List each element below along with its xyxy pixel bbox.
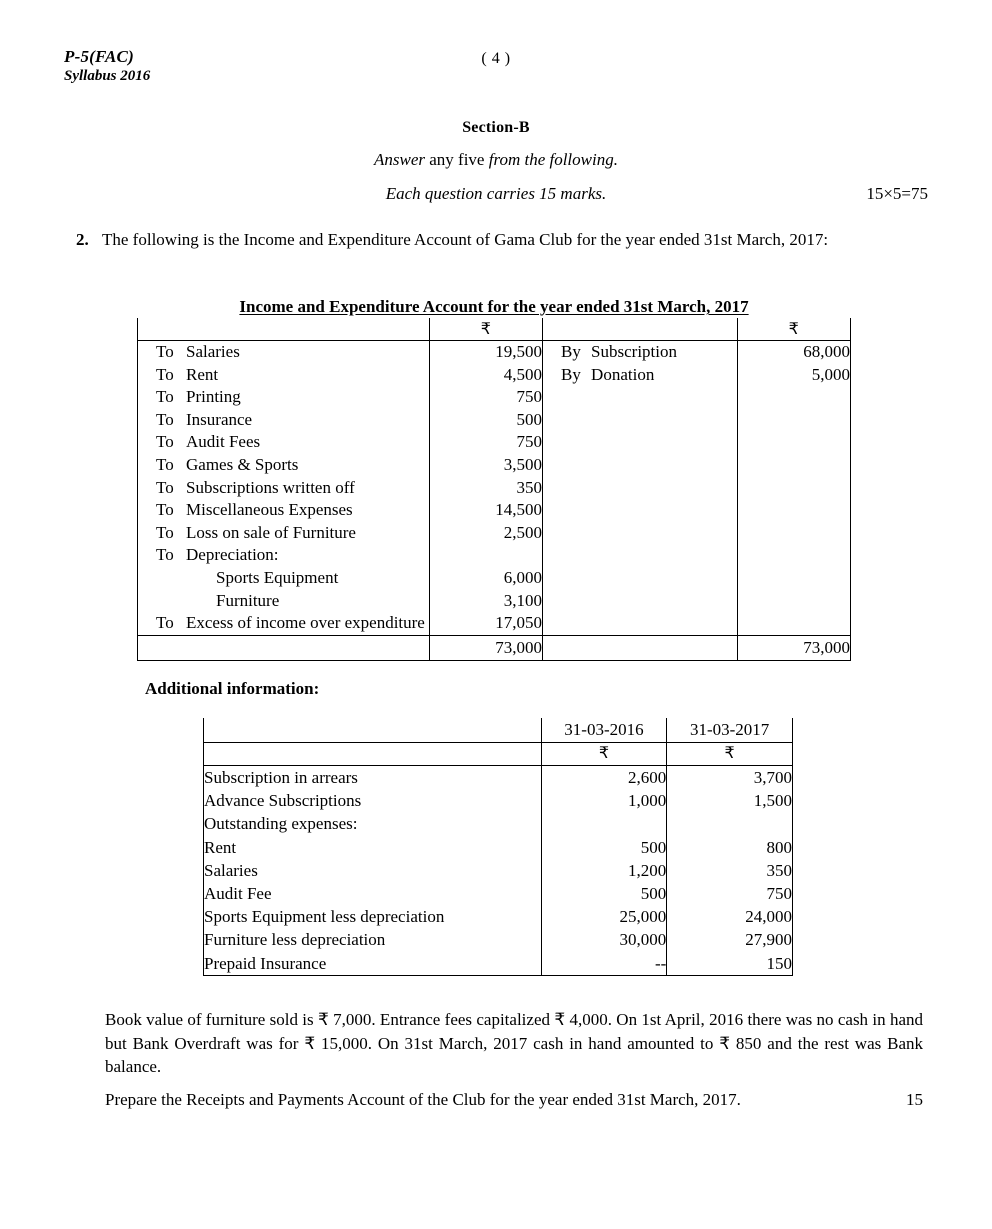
ledger-prefix: To [156, 432, 174, 452]
info-value-2016: 30,000 [541, 928, 667, 951]
section-heading: Section-B [462, 119, 530, 136]
ledger-header-particulars-right [543, 318, 737, 341]
info-value-2017: 3,700 [667, 766, 793, 790]
ledger-debit-amount: 750 [429, 386, 542, 409]
ledger-credit-amount [737, 499, 850, 522]
ledger-debit-amount: 14,500 [429, 499, 542, 522]
info-row-label: Audit Fee [204, 882, 542, 905]
info-row-label: Subscription in arrears [204, 766, 542, 790]
paper-code: P-5(FAC) [64, 47, 134, 66]
ledger-credit-amount [737, 386, 850, 409]
answer-instruction-part3: from the following. [488, 150, 618, 169]
info-row-label: Salaries [204, 859, 542, 882]
info-row-label: Outstanding expenses: [204, 812, 542, 835]
ledger-debit-amount [429, 544, 542, 567]
additional-information-table [203, 718, 793, 976]
income-expenditure-table [137, 318, 851, 661]
ledger-credit-total: 73,000 [737, 635, 850, 660]
document-header [64, 46, 928, 92]
ledger-debit-particulars [138, 612, 430, 635]
ledger-header-row [138, 318, 851, 341]
ledger-credit-particulars [543, 431, 737, 454]
ledger-debit-particulars [138, 567, 430, 590]
syllabus-label: Syllabus 2016 [64, 68, 151, 84]
info-value-2016: 500 [541, 836, 667, 859]
ledger-prefix: To [156, 364, 174, 384]
page-number: ( 4 ) [481, 50, 511, 67]
info-row-label: Sports Equipment less depreciation [204, 905, 542, 928]
info-value-2017: 24,000 [667, 905, 793, 928]
ledger-prefix: To [156, 522, 174, 542]
ledger-debit-particulars [138, 409, 430, 432]
ledger-credit-amount [737, 544, 850, 567]
ledger-credit-particulars [543, 590, 737, 613]
ledger-credit-amount [737, 590, 850, 613]
ledger-header-currency-left: ₹ [429, 318, 542, 341]
table-row [204, 836, 793, 859]
info-value-2016: 500 [541, 882, 667, 905]
ledger-prefix: To [156, 387, 174, 407]
table-row [138, 364, 851, 387]
ledger-debit-amount: 3,100 [429, 590, 542, 613]
info-value-2016: 1,000 [541, 789, 667, 812]
table-row [138, 454, 851, 477]
ledger-credit-particulars [543, 477, 737, 500]
question-text: The following is the Income and Expenditure Account of Gama Club for the year ended 31st March, 2017: [102, 230, 829, 249]
ledger-credit-amount [737, 477, 850, 500]
info-value-2017: 150 [667, 952, 793, 976]
question-number: 2. [76, 230, 89, 249]
ledger-credit-particulars [543, 364, 737, 387]
ledger-prefix: By [561, 364, 581, 384]
table-row [138, 341, 851, 364]
ledger-particular: Miscellaneous Expenses [186, 500, 353, 520]
ledger-prefix: To [156, 613, 174, 633]
answer-instruction-part1: Answer [374, 150, 425, 169]
table-row [138, 386, 851, 409]
marks-total: 15×5=75 [866, 184, 928, 203]
answer-instruction-part2: any five [425, 150, 489, 169]
table-row [138, 590, 851, 613]
ledger-debit-amount: 17,050 [429, 612, 542, 635]
info-currency-row [204, 743, 793, 766]
ledger-particular: Loss on sale of Furniture [186, 522, 356, 542]
ledger-prefix: To [156, 545, 174, 565]
ledger-credit-amount [737, 522, 850, 545]
ledger-particular: Excess of income over expenditure [186, 613, 425, 633]
ledger-credit-particulars [543, 522, 737, 545]
question-2 [76, 228, 928, 251]
ledger-debit-amount: 350 [429, 477, 542, 500]
ledger-particular: Audit Fees [186, 432, 261, 452]
ledger-total-label-left [138, 635, 430, 660]
table-row [138, 544, 851, 567]
ledger-debit-amount: 4,500 [429, 364, 542, 387]
ledger-credit-particulars [543, 341, 737, 364]
info-value-2017: 1,500 [667, 789, 793, 812]
ledger-debit-particulars [138, 477, 430, 500]
ledger-credit-amount [737, 567, 850, 590]
ledger-debit-total: 73,000 [429, 635, 542, 660]
ledger-prefix: To [156, 409, 174, 429]
ledger-credit-particulars [543, 499, 737, 522]
ledger-debit-particulars [138, 364, 430, 387]
ledger-debit-amount: 19,500 [429, 341, 542, 364]
ledger-particular: Donation [591, 364, 655, 384]
ledger-credit-amount [737, 612, 850, 635]
table-row [204, 766, 793, 790]
table-row [204, 882, 793, 905]
info-row-label: Rent [204, 836, 542, 859]
ledger-debit-amount: 6,000 [429, 567, 542, 590]
ledger-prefix: To [156, 342, 174, 361]
info-header-2016: 31-03-2016 [541, 718, 667, 743]
ledger-particular: Salaries [186, 342, 240, 361]
final-instruction-text: Prepare the Receipts and Payments Account of the Club for the year ended 31st March, 2017. [105, 1090, 741, 1109]
ledger-debit-amount: 3,500 [429, 454, 542, 477]
supplementary-note: Book value of furniture sold is ₹ 7,000. Entrance fees capitalized ₹ 4,000. On 1st April, 2016 there was no cash in hand but Bank Overdraft was for ₹ 15,000. On 31st March, 2017 cash in hand amounted to ₹ 850 and the rest was Bank balance. [105, 1010, 923, 1076]
ledger-credit-amount: 5,000 [737, 364, 850, 387]
table-row [204, 905, 793, 928]
ledger-debit-amount: 2,500 [429, 522, 542, 545]
table-row [204, 928, 793, 951]
ledger-credit-particulars [543, 454, 737, 477]
ledger-debit-particulars [138, 341, 430, 364]
info-value-2017 [667, 812, 793, 835]
ledger-particular: Insurance [186, 409, 253, 429]
ledger-credit-particulars [543, 544, 737, 567]
table-row [204, 812, 793, 835]
ledger-credit-particulars [543, 612, 737, 635]
ledger-header-currency-right: ₹ [737, 318, 850, 341]
table-row [138, 409, 851, 432]
table-row [138, 477, 851, 500]
info-value-2017: 750 [667, 882, 793, 905]
table-row [204, 859, 793, 882]
final-marks: 15 [906, 1090, 923, 1109]
ledger-particular: Subscription [591, 342, 677, 361]
table-row [138, 567, 851, 590]
ledger-credit-particulars [543, 386, 737, 409]
info-value-2016: 2,600 [541, 766, 667, 790]
ledger-debit-particulars [138, 431, 430, 454]
table-row [204, 789, 793, 812]
ledger-particular: Furniture [216, 590, 280, 610]
ledger-table-title: Income and Expenditure Account for the year ended 31st March, 2017 [239, 297, 749, 316]
info-value-2017: 27,900 [667, 928, 793, 951]
info-value-2016 [541, 812, 667, 835]
info-value-2016: -- [541, 952, 667, 976]
ledger-prefix: By [561, 342, 581, 361]
table-row [204, 952, 793, 976]
info-value-2016: 1,200 [541, 859, 667, 882]
info-currency-blank [204, 743, 542, 766]
ledger-credit-amount [737, 409, 850, 432]
info-row-label: Prepaid Insurance [204, 952, 542, 976]
info-value-2016: 25,000 [541, 905, 667, 928]
info-currency-2016: ₹ [541, 743, 667, 766]
ledger-particular: Sports Equipment [216, 567, 339, 587]
ledger-debit-amount: 500 [429, 409, 542, 432]
ledger-credit-amount [737, 431, 850, 454]
info-currency-2017: ₹ [667, 743, 793, 766]
ledger-credit-particulars [543, 409, 737, 432]
table-row [138, 431, 851, 454]
table-row [138, 612, 851, 635]
ledger-credit-particulars [543, 567, 737, 590]
ledger-total-label-right [543, 635, 737, 660]
ledger-particular: Rent [186, 364, 219, 384]
ledger-debit-particulars [138, 590, 430, 613]
info-value-2017: 350 [667, 859, 793, 882]
ledger-credit-amount [737, 454, 850, 477]
ledger-prefix: To [156, 454, 174, 474]
ledger-debit-particulars [138, 522, 430, 545]
ledger-debit-particulars [138, 386, 430, 409]
answer-instruction [64, 150, 928, 170]
table-row [138, 499, 851, 522]
info-header-blank [204, 718, 542, 743]
info-header-2017: 31-03-2017 [667, 718, 793, 743]
ledger-particular: Printing [186, 387, 241, 407]
info-header-row [204, 718, 793, 743]
ledger-credit-amount: 68,000 [737, 341, 850, 364]
ledger-debit-particulars [138, 454, 430, 477]
marks-instruction: Each question carries 15 marks. [385, 184, 607, 203]
ledger-debit-particulars [138, 544, 430, 567]
ledger-prefix: To [156, 477, 174, 497]
final-instruction-line [105, 1088, 923, 1111]
table-row [138, 522, 851, 545]
info-value-2017: 800 [667, 836, 793, 859]
ledger-prefix: To [156, 500, 174, 520]
additional-information-heading: Additional information: [145, 679, 320, 698]
ledger-particular: Subscriptions written off [186, 477, 355, 497]
ledger-particular: Depreciation: [186, 545, 279, 565]
ledger-total-row [138, 635, 851, 660]
ledger-particular: Games & Sports [186, 454, 299, 474]
ledger-debit-particulars [138, 499, 430, 522]
ledger-header-particulars-left [138, 318, 430, 341]
ledger-debit-amount: 750 [429, 431, 542, 454]
info-row-label: Advance Subscriptions [204, 789, 542, 812]
info-row-label: Furniture less depreciation [204, 928, 542, 951]
